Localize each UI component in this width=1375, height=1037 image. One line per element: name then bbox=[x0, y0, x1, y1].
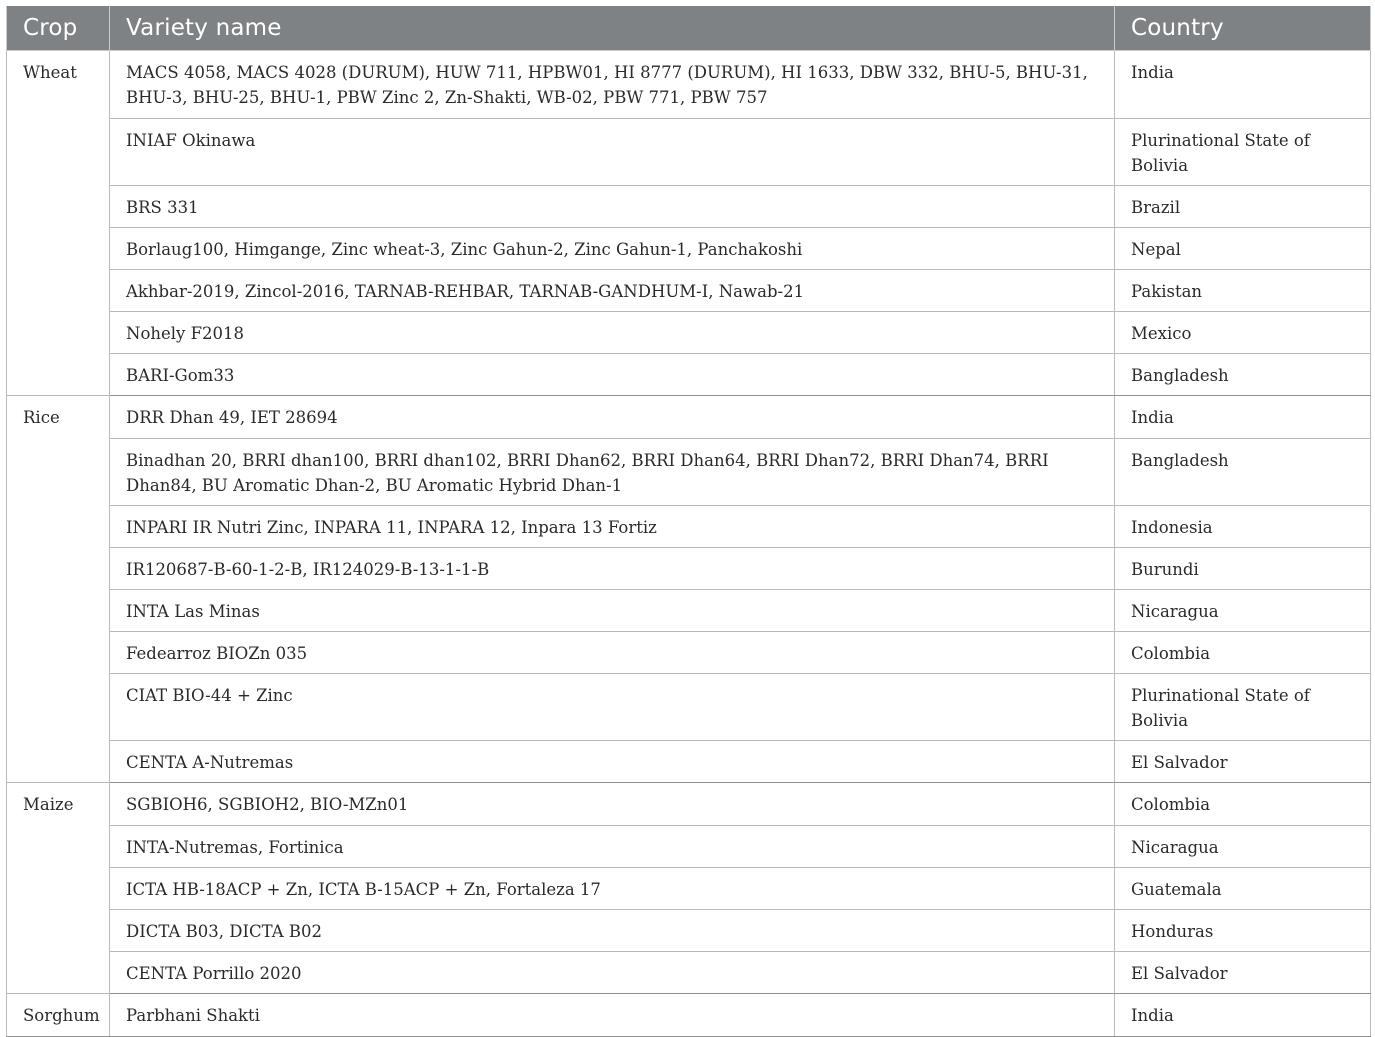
table-row bbox=[7, 868, 1371, 910]
country-cell: Guatemala bbox=[1115, 868, 1371, 910]
variety-cell: MACS 4058, MACS 4028 (DURUM), HUW 711, HPBW01, HI 8777 (DURUM), HI 1633, DBW 332, BHU-5, BHU-31, BHU-3, BHU-25, BHU-1, PBW Zinc 2, Zn-Shakti, WB-02, PBW 771, PBW 757 bbox=[110, 51, 1115, 119]
country-cell: Plurinational State of Bolivia bbox=[1115, 119, 1371, 186]
crop-cell: Wheat bbox=[7, 51, 110, 396]
country-cell: India bbox=[1115, 396, 1371, 439]
country-cell: Pakistan bbox=[1115, 270, 1371, 312]
country-cell: Brazil bbox=[1115, 186, 1371, 228]
table-row bbox=[7, 396, 1371, 439]
variety-cell: BARI-Gom33 bbox=[110, 354, 1115, 396]
country-cell: India bbox=[1115, 51, 1371, 119]
table-row bbox=[7, 548, 1371, 590]
table-row bbox=[7, 741, 1371, 783]
table-row bbox=[7, 632, 1371, 674]
variety-cell: CIAT BIO-44 + Zinc bbox=[110, 674, 1115, 741]
table-row bbox=[7, 354, 1371, 396]
country-cell: Mexico bbox=[1115, 312, 1371, 354]
country-cell: El Salvador bbox=[1115, 952, 1371, 994]
country-cell: Nicaragua bbox=[1115, 826, 1371, 868]
table-row bbox=[7, 910, 1371, 952]
variety-cell: CENTA A-Nutremas bbox=[110, 741, 1115, 783]
crop-cell: Sorghum bbox=[7, 994, 110, 1037]
biofortified-varieties-table bbox=[6, 6, 1371, 1037]
table-row bbox=[7, 506, 1371, 548]
table-row bbox=[7, 994, 1371, 1037]
country-cell: Indonesia bbox=[1115, 506, 1371, 548]
country-cell: Plurinational State of Bolivia bbox=[1115, 674, 1371, 741]
country-cell: Honduras bbox=[1115, 910, 1371, 952]
table-row bbox=[7, 312, 1371, 354]
table-row bbox=[7, 119, 1371, 186]
variety-cell: Borlaug100, Himgange, Zinc wheat-3, Zinc Gahun-2, Zinc Gahun-1, Panchakoshi bbox=[110, 228, 1115, 270]
country-cell: India bbox=[1115, 994, 1371, 1037]
table-row bbox=[7, 270, 1371, 312]
variety-cell: BRS 331 bbox=[110, 186, 1115, 228]
variety-table-container bbox=[6, 6, 1370, 1037]
variety-cell: Fedearroz BIOZn 035 bbox=[110, 632, 1115, 674]
table-row bbox=[7, 826, 1371, 868]
variety-cell: SGBIOH6, SGBIOH2, BIO-MZn01 bbox=[110, 783, 1115, 826]
table-row bbox=[7, 674, 1371, 741]
variety-cell: Akhbar-2019, Zincol-2016, TARNAB-REHBAR, TARNAB-GANDHUM-I, Nawab-21 bbox=[110, 270, 1115, 312]
variety-cell: CENTA Porrillo 2020 bbox=[110, 952, 1115, 994]
table-row bbox=[7, 51, 1371, 119]
variety-cell: DRR Dhan 49, IET 28694 bbox=[110, 396, 1115, 439]
country-cell: El Salvador bbox=[1115, 741, 1371, 783]
variety-cell: INTA Las Minas bbox=[110, 590, 1115, 632]
header-row bbox=[7, 6, 1371, 51]
crop-cell: Maize bbox=[7, 783, 110, 994]
variety-cell: INIAF Okinawa bbox=[110, 119, 1115, 186]
header-crop: Crop bbox=[7, 6, 110, 51]
country-cell: Bangladesh bbox=[1115, 439, 1371, 506]
table-row bbox=[7, 952, 1371, 994]
country-cell: Burundi bbox=[1115, 548, 1371, 590]
country-cell: Bangladesh bbox=[1115, 354, 1371, 396]
table-header bbox=[7, 6, 1371, 51]
variety-cell: ICTA HB-18ACP + Zn, ICTA B-15ACP + Zn, Fortaleza 17 bbox=[110, 868, 1115, 910]
table-row bbox=[7, 186, 1371, 228]
table-row bbox=[7, 439, 1371, 506]
country-cell: Nicaragua bbox=[1115, 590, 1371, 632]
variety-cell: Binadhan 20, BRRI dhan100, BRRI dhan102, BRRI Dhan62, BRRI Dhan64, BRRI Dhan72, BRRI Dhan74, BRRI Dhan84, BU Aromatic Dhan-2, BU Aromatic Hybrid Dhan-1 bbox=[110, 439, 1115, 506]
header-country: Country bbox=[1115, 6, 1371, 51]
country-cell: Colombia bbox=[1115, 632, 1371, 674]
variety-cell: IR120687-B-60-1-2-B, IR124029-B-13-1-1-B bbox=[110, 548, 1115, 590]
variety-cell: INPARI IR Nutri Zinc, INPARA 11, INPARA 12, Inpara 13 Fortiz bbox=[110, 506, 1115, 548]
variety-cell: DICTA B03, DICTA B02 bbox=[110, 910, 1115, 952]
table-row bbox=[7, 783, 1371, 826]
table-row bbox=[7, 590, 1371, 632]
crop-cell: Rice bbox=[7, 396, 110, 783]
header-variety-name: Variety name bbox=[110, 6, 1115, 51]
variety-cell: INTA-Nutremas, Fortinica bbox=[110, 826, 1115, 868]
country-cell: Colombia bbox=[1115, 783, 1371, 826]
table-body bbox=[7, 51, 1371, 1037]
table-row bbox=[7, 228, 1371, 270]
country-cell: Nepal bbox=[1115, 228, 1371, 270]
variety-cell: Nohely F2018 bbox=[110, 312, 1115, 354]
variety-cell: Parbhani Shakti bbox=[110, 994, 1115, 1037]
